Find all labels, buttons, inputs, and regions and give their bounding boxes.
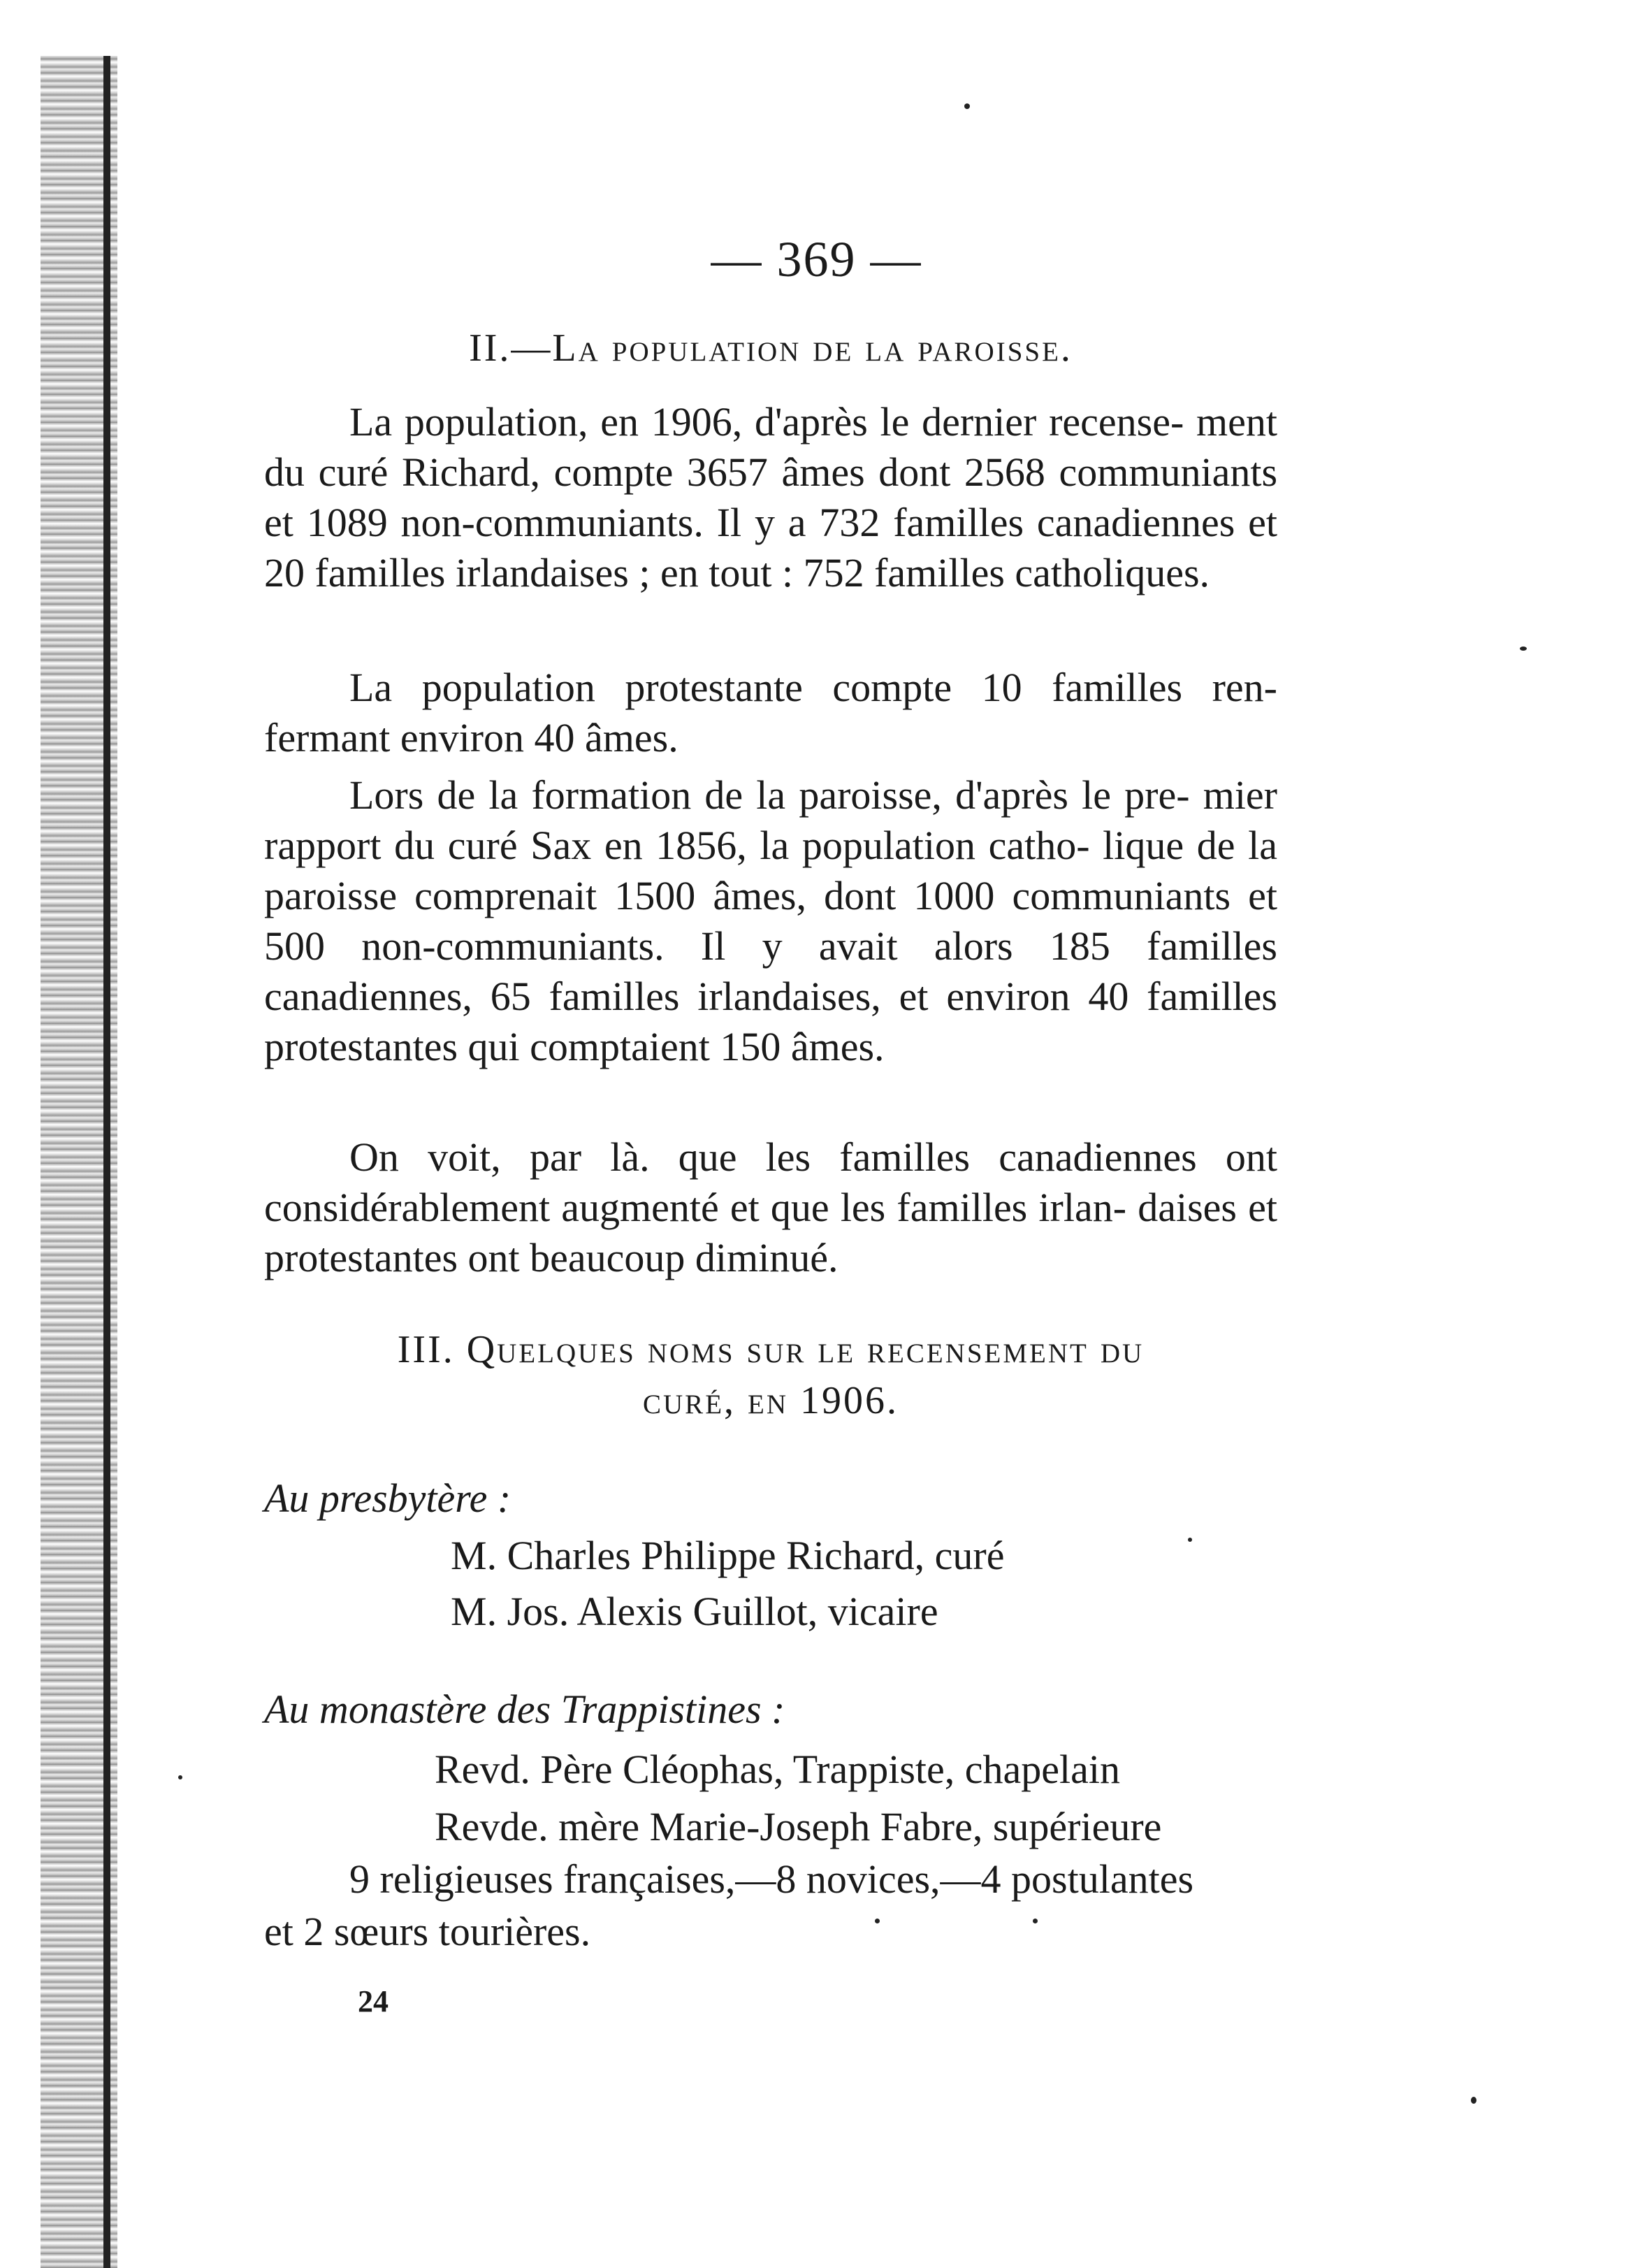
para1-line2: ment du curé Richard, compte 3657 âmes dont 2568	[264, 399, 1277, 495]
binding-shadow-line	[103, 56, 110, 2268]
name-mere-fabre: Revde. mère Marie-Joseph Fabre, supérieure	[435, 1804, 1162, 1849]
para3-line4: communiants et 500 non-communiants. Il y avait alors	[264, 873, 1278, 969]
para2-line2: fermant environ 40 âmes.	[264, 715, 678, 760]
section-heading-names-line1: III. Quelques noms sur le recensement du	[397, 1328, 1145, 1371]
para1-line5: 752 familles catholiques.	[803, 550, 1210, 595]
name-cure-richard: M. Charles Philippe Richard, curé	[451, 1533, 1005, 1578]
label-monastere: Au monastère des Trappistines :	[264, 1686, 785, 1732]
scan-speck	[1033, 1919, 1038, 1923]
scan-speck	[1188, 1538, 1192, 1542]
scan-speck	[178, 1775, 182, 1779]
para3-line7: âmes.	[790, 1024, 885, 1069]
paragraph-protestant-population	[264, 663, 1277, 763]
para1-line1: La population, en 1906, d'après le dernier recense-	[349, 399, 1184, 445]
para1-line4: familles canadiennes et 20 familles irlandaises ; en tout :	[264, 500, 1277, 595]
para1-line3: communiants et 1089 non-communiants. Il y a 732	[264, 449, 1278, 545]
section-heading-population: II.—La population de la paroisse.	[469, 326, 1073, 370]
para3-line2: mier rapport du curé Sax en 1856, la population catho-	[264, 772, 1277, 868]
para3-line3: lique de la paroisse comprenait 1500 âmes, dont 1000	[264, 823, 1278, 918]
summary-religieuses: 9 religieuses françaises,—8 novices,—4 postulantes	[349, 1856, 1194, 1902]
para4-line2: considérablement augmenté et que les familles irlan-	[264, 1185, 1127, 1230]
paragraph-formation-1856	[264, 770, 1277, 1072]
page-number: — 369 —	[711, 231, 922, 287]
name-vicaire-guillot: M. Jos. Alexis Guillot, vicaire	[451, 1589, 938, 1634]
scan-speck	[875, 1919, 880, 1923]
paragraph-conclusion	[264, 1132, 1277, 1283]
signature-mark: 24	[358, 1984, 389, 2018]
scan-speck	[1520, 647, 1527, 651]
para2-line1: La population protestante compte 10 familles ren-	[349, 665, 1277, 710]
para3-line1: Lors de la formation de la paroisse, d'après le pre-	[349, 772, 1190, 818]
scan-speck	[964, 103, 970, 109]
paragraph-population-1906	[264, 397, 1277, 598]
para3-line6: environ 40 familles protestantes qui comptaient 150	[264, 974, 1277, 1069]
summary-soeurs: et 2 sœurs tourières.	[264, 1909, 591, 1954]
label-presbytere: Au presbytère :	[264, 1475, 511, 1521]
para4-line1: On voit, par là. que les familles canadiennes ont	[349, 1134, 1277, 1180]
scan-speck	[1471, 2097, 1476, 2104]
para3-line5: 185 familles canadiennes, 65 familles irlandaises, et	[264, 923, 1277, 1019]
para4-line3: daises et protestantes ont beaucoup diminué.	[264, 1185, 1277, 1280]
name-pere-cleophas: Revd. Père Cléophas, Trappiste, chapelain	[435, 1747, 1120, 1792]
section-heading-names-line2: curé, en 1906.	[643, 1379, 899, 1422]
